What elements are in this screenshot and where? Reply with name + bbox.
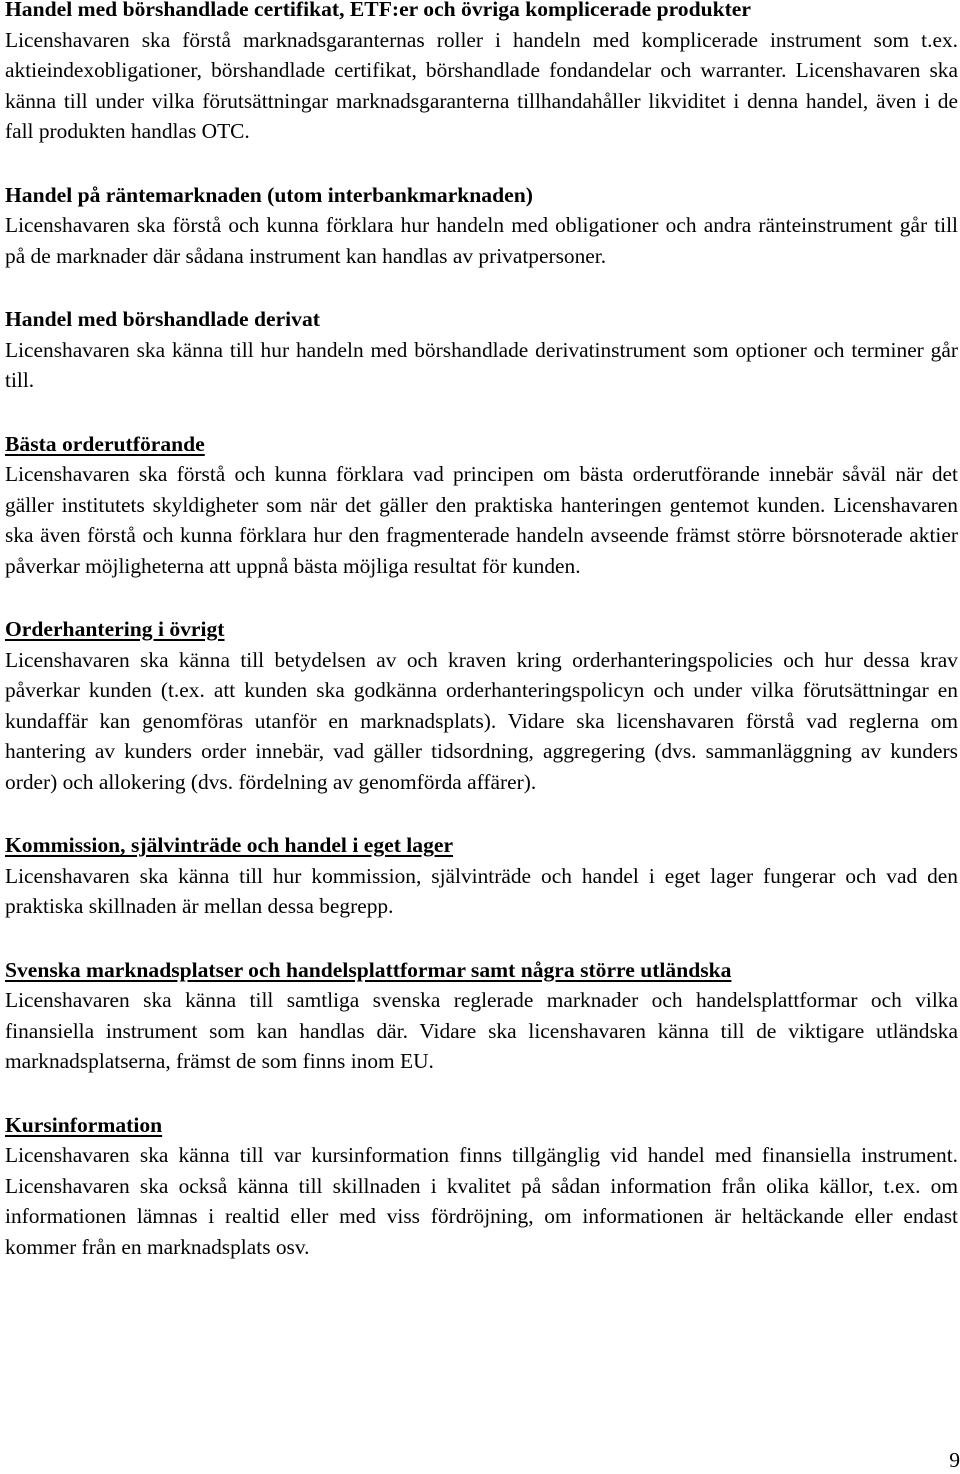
section-heading: Handel med börshandlade derivat <box>5 307 320 331</box>
section-body: Licenshavaren ska känna till hur kommission, självinträde och handel i eget lager fungerar och vad den praktiska skillnaden är mellan dessa begrepp. <box>5 863 958 918</box>
section-body: Licenshavaren ska känna till var kursinformation finns tillgänglig vid handel med finansiella instrument. Licenshavaren ska också känna till skillnaden i kvalitet på sådan information från olika källor, t.ex. om informationen lämnas i realtid eller med viss fördröjning, om informationen är heltäckande eller endast kommer från en marknadsplats osv. <box>5 1143 958 1259</box>
section-certifikat <box>5 0 958 147</box>
section-rantemarknaden <box>5 180 958 272</box>
section-kommission <box>5 830 958 922</box>
section-heading: Svenska marknadsplatser och handelsplattformar samt några större utländska <box>5 957 732 982</box>
section-basta-orderutforande <box>5 429 958 582</box>
section-kursinformation <box>5 1110 958 1263</box>
section-heading: Handel med börshandlade certifikat, ETF:er och övriga komplicerade produkter <box>5 0 751 21</box>
section-heading: Handel på räntemarknaden (utom interbankmarknaden) <box>5 182 533 207</box>
section-marknadsplatser <box>5 955 958 1077</box>
section-body: Licenshavaren ska känna till samtliga svenska reglerade marknader och handelsplattformar och vilka finansiella instrument som kan handlas där. Vidare ska licenshavaren känna till de viktigare utländska marknadsplatserna, främst de som finns inom EU. <box>5 988 958 1073</box>
document-page <box>5 0 958 1295</box>
section-heading: Bästa orderutförande <box>5 431 205 456</box>
page-number: 9 <box>949 1448 960 1472</box>
section-body: Licenshavaren ska känna till betydelsen av och kraven kring orderhanteringspolicies och hur dessa krav påverkar kunden (t.ex. att kunden ska godkänna orderhanteringspolicyn och under vilka förutsättningar en kundaffär kan genomföras utanför en marknadsplats). Vidare ska licenshavaren förstå vad reglerna om hantering av kunders order innebär, vad gäller tidsordning, aggregering (dvs. sammanläggning av kunders order) och allokering (dvs. fördelning av genomförda affärer). <box>5 647 958 794</box>
section-body: Licenshavaren ska förstå och kunna förklara hur handeln med obligationer och andra ränteinstrument går till på de marknader där sådana instrument kan handlas av privatpersoner. <box>5 213 958 268</box>
section-heading: Kommission, självinträde och handel i eget lager <box>5 833 454 857</box>
section-orderhantering <box>5 614 958 797</box>
section-body: Licenshavaren ska förstå marknadsgaranternas roller i handeln med komplicerade instrument som t.ex. aktieindexobligationer, börshandlade certifikat, börshandlade fondandelar och warranter. Licenshavaren ska känna till under vilka förutsättningar marknadsgaranterna tillhandahåller likviditet i denna handel, även i de fall produkten handlas OTC. <box>5 27 958 143</box>
section-heading: Kursinformation <box>5 1112 163 1137</box>
section-derivat <box>5 304 958 396</box>
section-heading: Orderhantering i övrigt <box>5 617 225 641</box>
section-body: Licenshavaren ska förstå och kunna förklara vad principen om bästa orderutförande innebär såväl när det gäller institutets skyldigheter som när det gäller den praktiska hanteringen gentemot kunden. Licenshavaren ska även förstå och kunna förklara hur den fragmenterade handeln avseende främst större börsnoterade aktier påverkar möjligheterna att uppnå bästa möjliga resultat för kunden. <box>5 462 958 578</box>
section-body: Licenshavaren ska känna till hur handeln med börshandlade derivatinstrument som optioner och terminer går till. <box>5 337 958 392</box>
